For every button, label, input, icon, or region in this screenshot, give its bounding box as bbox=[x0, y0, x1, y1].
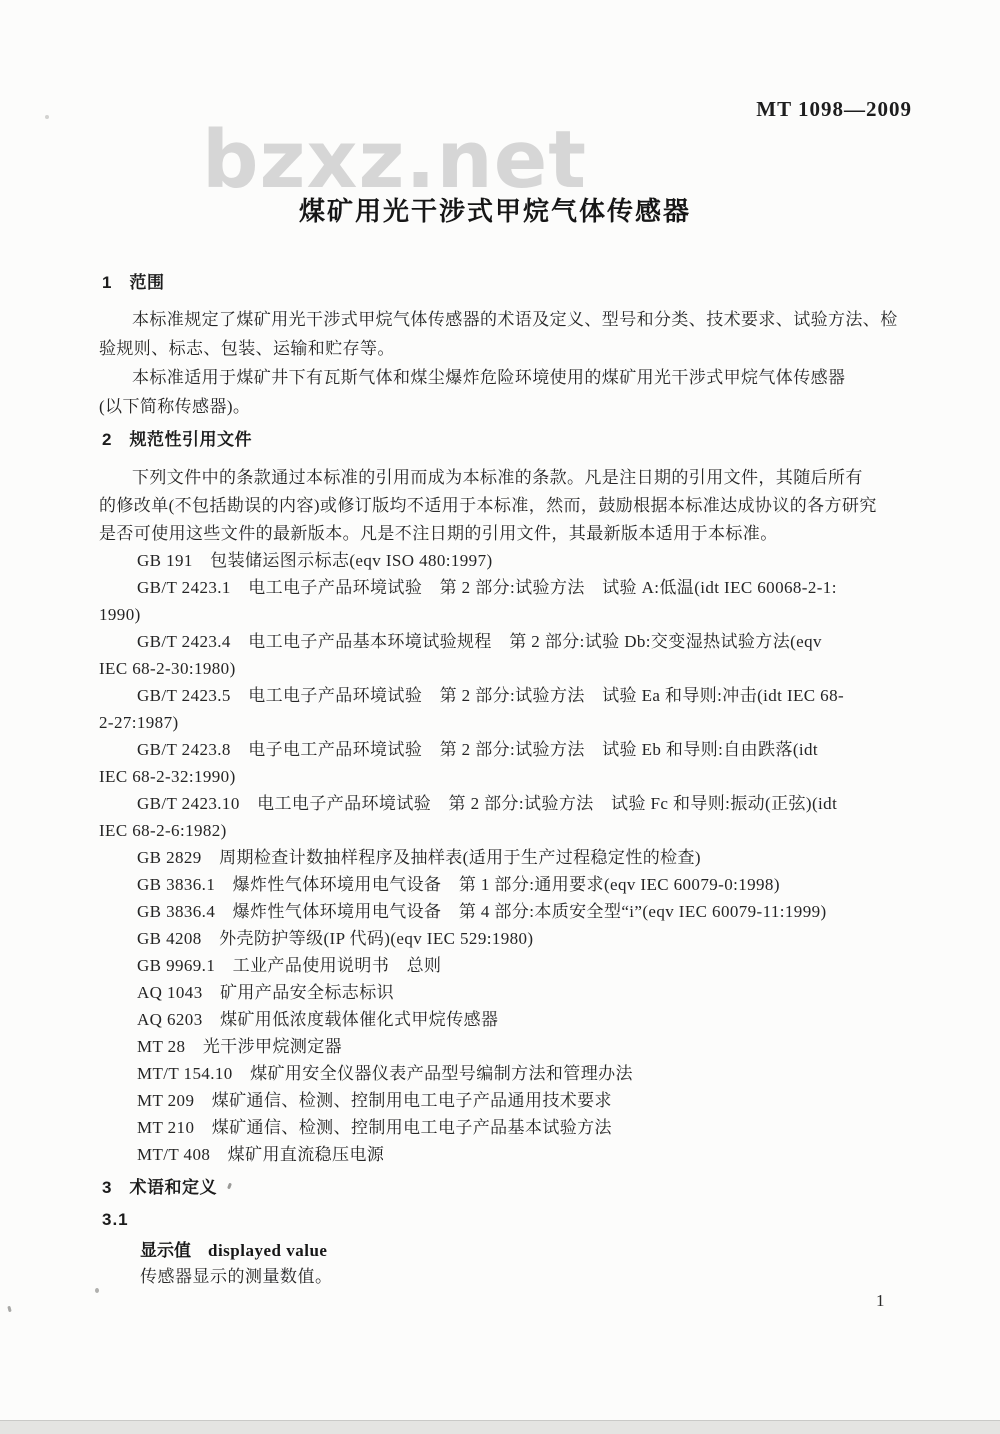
reference-line: GB/T 2423.8 电子电工产品环境试验 第 2 部分:试验方法 试验 Eb 和导则:自由跌落(idt bbox=[137, 740, 819, 759]
scan-speckle bbox=[95, 1288, 99, 1293]
reference-line: GB/T 2423.4 电工电子产品基本环境试验规程 第 2 部分:试验 Db:交变湿热试验方法(eqv bbox=[137, 632, 822, 651]
reference-line: GB 191 包装储运图示标志(eqv ISO 480:1997) bbox=[137, 551, 493, 570]
page-number: 1 bbox=[876, 1291, 885, 1310]
scan-speckle bbox=[7, 1306, 11, 1313]
paragraph-line: 下列文件中的条款通过本标准的引用而成为本标准的条款。凡是注日期的引用文件，其随后所有 bbox=[132, 468, 863, 487]
paragraph-line: (以下简称传感器)。 bbox=[99, 397, 251, 416]
reference-line: GB/T 2423.10 电工电子产品环境试验 第 2 部分:试验方法 试验 Fc 和导则:振动(正弦)(idt bbox=[137, 794, 838, 813]
paragraph-line: 本标准规定了煤矿用光干涉式甲烷气体传感器的术语及定义、型号和分类、技术要求、试验方法、检 bbox=[132, 310, 898, 329]
reference-line: IEC 68-2-30:1980) bbox=[99, 659, 236, 678]
reference-line: AQ 1043 矿用产品安全标志标识 bbox=[137, 983, 395, 1002]
term-english: displayed value bbox=[208, 1241, 328, 1260]
reference-line: GB 4208 外壳防护等级(IP 代码)(eqv IEC 529:1980) bbox=[137, 929, 534, 948]
term-chinese: 显示值 bbox=[140, 1241, 191, 1260]
reference-line: GB 3836.4 爆炸性气体环境用电气设备 第 4 部分:本质安全型“i”(eqv IEC 60079-11:1999) bbox=[137, 902, 827, 921]
reference-line: GB 2829 周期检查计数抽样程序及抽样表(适用于生产过程稳定性的检查) bbox=[137, 848, 701, 867]
paragraph-line: 验规则、标志、包装、运输和贮存等。 bbox=[99, 339, 395, 358]
reference-line: 1990) bbox=[99, 605, 141, 624]
standard-code: MT 1098—2009 bbox=[756, 97, 912, 121]
term-gap bbox=[191, 1241, 208, 1260]
reference-line: MT 210 煤矿通信、检测、控制用电工电子产品基本试验方法 bbox=[137, 1118, 612, 1137]
section-3-heading: 3 术语和定义 bbox=[102, 1178, 217, 1197]
scan-speckle bbox=[45, 115, 49, 119]
reference-line: GB 3836.1 爆炸性气体环境用电气设备 第 1 部分:通用要求(eqv IEC 60079-0:1998) bbox=[137, 875, 780, 894]
paragraph-line: 的修改单(不包括勘误的内容)或修订版均不适用于本标准，然而，鼓励根据本标准达成协议的各方研究 bbox=[99, 496, 877, 515]
paragraph-line: 本标准适用于煤矿井下有瓦斯气体和煤尘爆炸危险环境使用的煤矿用光干涉式甲烷气体传感器 bbox=[132, 368, 846, 387]
section-2-heading: 2 规范性引用文件 bbox=[102, 430, 252, 449]
reference-line: 2-27:1987) bbox=[99, 713, 179, 732]
reference-line: GB 9969.1 工业产品使用说明书 总则 bbox=[137, 956, 442, 975]
reference-line: GB/T 2423.1 电工电子产品环境试验 第 2 部分:试验方法 试验 A:低温(idt IEC 60068-2-1: bbox=[137, 578, 837, 597]
clause-number: 3.1 bbox=[102, 1210, 129, 1229]
paragraph-line: 是否可使用这些文件的最新版本。凡是不注日期的引用文件，其最新版本适用于本标准。 bbox=[99, 524, 778, 543]
reference-line: GB/T 2423.5 电工电子产品环境试验 第 2 部分:试验方法 试验 Ea 和导则:冲击(idt IEC 68- bbox=[137, 686, 845, 705]
scan-speckle bbox=[227, 1183, 232, 1190]
reference-line: MT 209 煤矿通信、检测、控制用电工电子产品通用技术要求 bbox=[137, 1091, 612, 1110]
scan-edge-band bbox=[0, 1420, 1000, 1434]
reference-line: MT 28 光干涉甲烷测定器 bbox=[137, 1037, 343, 1056]
document-title: 煤矿用光干涉式甲烷气体传感器 bbox=[298, 196, 691, 226]
term-line bbox=[140, 1237, 327, 1265]
reference-line: IEC 68-2-6:1982) bbox=[99, 821, 227, 840]
watermark: bzxz.net bbox=[202, 114, 588, 206]
section-1-heading: 1 范围 bbox=[102, 273, 165, 292]
reference-line: MT/T 154.10 煤矿用安全仪器仪表产品型号编制方法和管理办法 bbox=[137, 1064, 633, 1083]
reference-line: IEC 68-2-32:1990) bbox=[99, 767, 236, 786]
definition-line: 传感器显示的测量数值。 bbox=[140, 1267, 333, 1286]
reference-line: AQ 6203 煤矿用低浓度载体催化式甲烷传感器 bbox=[137, 1010, 499, 1029]
reference-line: MT/T 408 煤矿用直流稳压电源 bbox=[137, 1145, 385, 1164]
